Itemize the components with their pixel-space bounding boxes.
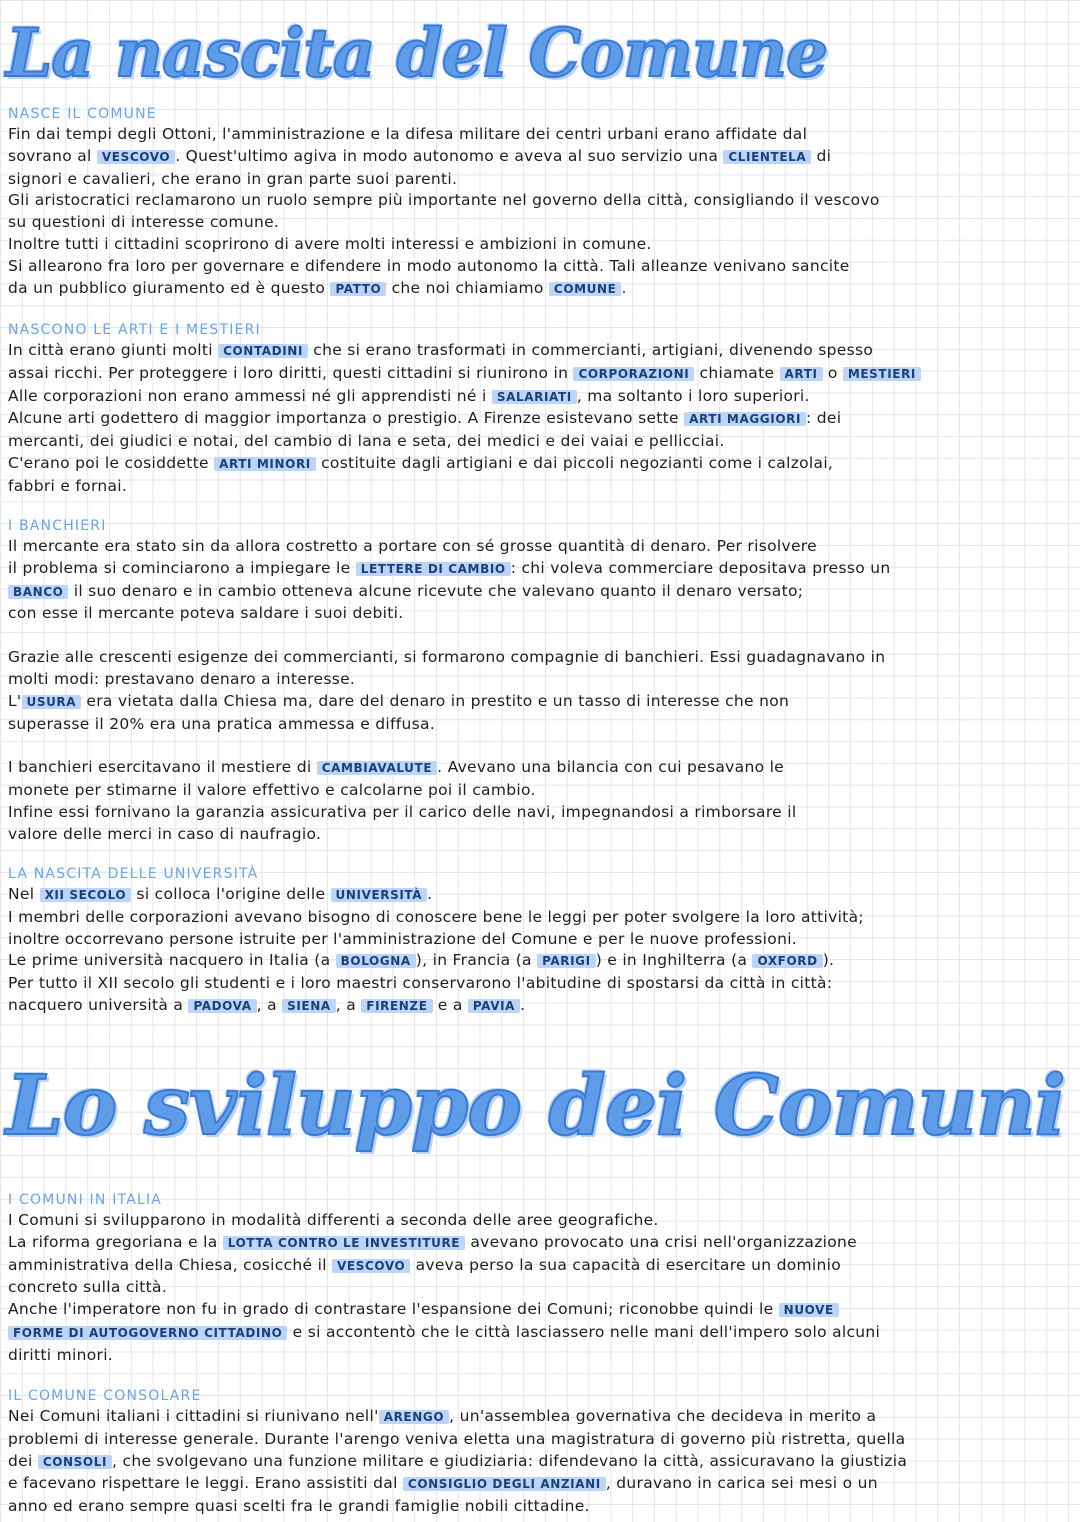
text-line: FORME DI AUTOGOVERNO CITTADINO e si accontentò che le città lasciassero nelle mani dell'impero solo alcuni: [8, 1322, 1070, 1345]
highlight-term: CAMBIAVALUTE: [317, 761, 437, 775]
section-comune-consolare: [8, 1386, 1070, 1518]
text-line: problemi di interesse generale. Durante l'arengo veniva eletta una magistratura di governo più ristretta, quella: [8, 1429, 906, 1448]
text-line: fabbri e fornai.: [8, 476, 128, 495]
highlight-term: ARTI: [780, 367, 823, 381]
highlight-term: UNIVERSITÀ: [331, 888, 428, 902]
highlight-term: SIENA: [282, 999, 336, 1013]
section-banchieri: [8, 516, 1070, 846]
highlight-term: PADOVA: [188, 999, 256, 1013]
highlight-term: CLIENTELA: [723, 150, 811, 164]
text-line: superasse il 20% era una pratica ammessa e diffusa.: [8, 714, 436, 733]
text-line: La riforma gregoriana e la LOTTA CONTRO LE INVESTITURE avevano provocato una crisi nell'organizzazione: [8, 1232, 857, 1251]
section-heading: NASCE IL COMUNE: [8, 106, 157, 122]
highlight-term: ARENGO: [379, 1410, 449, 1424]
highlight-term: VESCOVO: [332, 1259, 410, 1273]
highlight-term: PATTO: [330, 282, 386, 296]
text-line: BANCO il suo denaro e in cambio otteneva alcune ricevute che valevano quanto il denaro versato;: [8, 581, 1070, 604]
highlight-term: NUOVE: [779, 1303, 839, 1317]
highlight-term: CONTADINI: [218, 344, 308, 358]
text-line: diritti minori.: [8, 1345, 114, 1364]
highlight-term: BOLOGNA: [336, 954, 416, 968]
text-line: Alle corporazioni non erano ammessi né gli apprendisti né i SALARIATI , ma soltanto i loro superiori.: [8, 386, 810, 405]
text-line: Si allearono fra loro per governare e difendere in modo autonomo la città. Tali alleanze venivano sancite: [8, 256, 850, 275]
highlight-term: CORPORAZIONI: [573, 367, 694, 381]
text-line: Inoltre tutti i cittadini scoprirono di avere molti interessi e ambizioni in comune.: [8, 234, 652, 253]
section-nasce-il-comune: [8, 104, 1070, 300]
text-line: I membri delle corporazioni avevano bisogno di conoscere bene le leggi per poter svolgere la loro attività;: [8, 907, 864, 926]
section-heading: I BANCHIERI: [8, 518, 107, 534]
text-line: valore delle merci in caso di naufragio.: [8, 824, 322, 843]
highlight-term: ARTI MINORI: [214, 457, 316, 471]
text-line: concreto sulla città.: [8, 1278, 168, 1297]
text-line: dei CONSOLI , che svolgevano una funzione militare e giudiziaria: difendevano la città, assicuravano la giustizia: [8, 1451, 908, 1470]
text-line: Grazie alle crescenti esigenze dei commercianti, si formarono compagnie di banchieri. Essi guadagnavano in: [8, 648, 886, 667]
text-line: Fin dai tempi degli Ottoni, l'amministrazione e la difesa militare dei centri urbani erano affidate dal: [8, 125, 808, 143]
text-line: Per tutto il XII secolo gli studenti e i loro maestri conservarono l'abitudine di spostarsi da città in città:: [8, 974, 833, 993]
text-line: amministrativa della Chiesa, cosicché il VESCOVO aveva perso la sua capacità di esercitare un dominio: [8, 1255, 842, 1274]
text-line: con esse il mercante poteva saldare i suoi debiti.: [8, 604, 404, 623]
highlight-term: USURA: [22, 695, 82, 709]
highlight-term: ARTI MAGGIORI: [684, 412, 806, 426]
text-line: mercanti, dei giudici e notai, del cambio di lana e seta, dei medici e dei vaiai e pellicciai.: [8, 432, 725, 451]
text-line: In città erano giunti molti CONTADINI che si erano trasformati in commercianti, artigiani, divenendo spesso: [8, 341, 874, 359]
section-heading: LA NASCITA DELLE UNIVERSITÀ: [8, 866, 259, 882]
text-line: signori e cavalieri, che erano in gran parte suoi parenti.: [8, 169, 458, 188]
text-line: Alcune arti godettero di maggior importanza o prestigio. A Firenze esistevano sette ARTI MAGGIORI : dei: [8, 409, 842, 428]
text-line: inoltre occorrevano persone istruite per l'amministrazione del Comune e per le nuove professioni.: [8, 929, 798, 948]
text-line: da un pubblico giuramento ed è questo PATTO che noi chiamiamo COMUNE .: [8, 278, 627, 297]
highlight-term: XII SECOLO: [40, 888, 132, 902]
highlight-term: MESTIERI: [843, 367, 921, 381]
section-comuni-in-italia: [8, 1190, 1070, 1367]
text-line: nacquero università a PADOVA , a SIENA , a FIRENZE e a PAVIA .: [8, 995, 526, 1014]
text-line: monete per stimarne il valore effettivo e calcolarne poi il cambio.: [8, 781, 536, 800]
text-line: I banchieri esercitavano il mestiere di CAMBIAVALUTE . Avevano una bilancia con cui pesavano le: [8, 758, 785, 777]
highlight-term: PARIGI: [537, 954, 596, 968]
text-line: assai ricchi. Per proteggere i loro diritti, questi cittadini si riunirono in CORPORAZIONI chiamate ARTI o MESTIERI: [8, 363, 1070, 386]
text-line: il problema si cominciarono a impiegare le LETTERE DI CAMBIO : chi voleva commerciare depositava presso un: [8, 558, 891, 577]
highlight-term: SALARIATI: [492, 390, 577, 404]
highlight-term: OXFORD: [752, 954, 822, 968]
section-heading: NASCONO LE ARTI E I MESTIERI: [8, 322, 261, 338]
text-line: e facevano rispettare le leggi. Erano assistiti dal CONSIGLIO DEGLI ANZIANI , duravano in carica sei mesi o un: [8, 1474, 878, 1493]
text-line: Nei Comuni italiani i cittadini si riunivano nell' ARENGO , un'assemblea governativa che decideva in merito a: [8, 1407, 877, 1425]
text-line: Infine essi fornivano la garanzia assicurativa per il carico delle navi, impegnandosi a rimborsare il: [8, 802, 797, 821]
highlight-term: COMUNE: [549, 282, 622, 296]
text-line: Gli aristocratici reclamarono un ruolo sempre più importante nel governo della città, consigliando il vescovo: [8, 191, 880, 210]
text-line: I Comuni si svilupparono in modalità differenti a seconda delle aree geografiche.: [8, 1211, 659, 1229]
highlight-term: BANCO: [8, 585, 68, 599]
text-line: Anche l'imperatore non fu in grado di contrastare l'espansione dei Comuni; riconobbe quindi le NUOVE: [8, 1299, 1070, 1322]
highlight-term: LETTERE DI CAMBIO: [356, 562, 511, 576]
text-line: su questioni di interesse comune.: [8, 213, 280, 232]
highlight-term: FORME DI AUTOGOVERNO CITTADINO: [8, 1326, 287, 1340]
page-title-2: Lo sviluppo dei Comuni: [6, 1058, 1065, 1154]
text-line: Nel XII SECOLO si colloca l'origine delle UNIVERSITÀ .: [8, 885, 433, 903]
text-line: sovrano al VESCOVO . Quest'ultimo agiva in modo autonomo e aveva al suo servizio una CLIENTELA di: [8, 146, 832, 165]
section-heading: IL COMUNE CONSOLARE: [8, 1388, 202, 1404]
text-line: anno ed erano sempre quasi scelti fra le grandi famiglie nobili cittadine.: [8, 1497, 590, 1516]
text-line: Il mercante era stato sin da allora costretto a portare con sé grosse quantità di denaro. Per risolvere: [8, 537, 817, 555]
text-line: C'erano poi le cosiddette ARTI MINORI costituite dagli artigiani e dai piccoli negozianti come i calzolai,: [8, 453, 834, 472]
section-universita: [8, 864, 1070, 1018]
page-title-1: La nascita del Comune: [6, 14, 828, 92]
highlight-term: CONSOLI: [38, 1455, 112, 1469]
highlight-term: LOTTA CONTRO LE INVESTITURE: [223, 1236, 465, 1250]
text-line: L' USURA era vietata dalla Chiesa ma, dare del denaro in prestito e un tasso di interesse che non: [8, 691, 790, 710]
highlight-term: CONSIGLIO DEGLI ANZIANI: [403, 1477, 606, 1491]
section-heading: I COMUNI IN ITALIA: [8, 1192, 163, 1208]
text-line: molti modi: prestavano denaro a interesse.: [8, 669, 356, 688]
highlight-term: PAVIA: [468, 999, 520, 1013]
highlight-term: VESCOVO: [97, 150, 175, 164]
highlight-term: FIRENZE: [361, 999, 432, 1013]
text-line: Le prime università nacquero in Italia (a BOLOGNA ), in Francia (a PARIGI ) e in Inghilterra (a OXFORD ).: [8, 951, 835, 970]
section-arti-e-mestieri: [8, 320, 1070, 498]
